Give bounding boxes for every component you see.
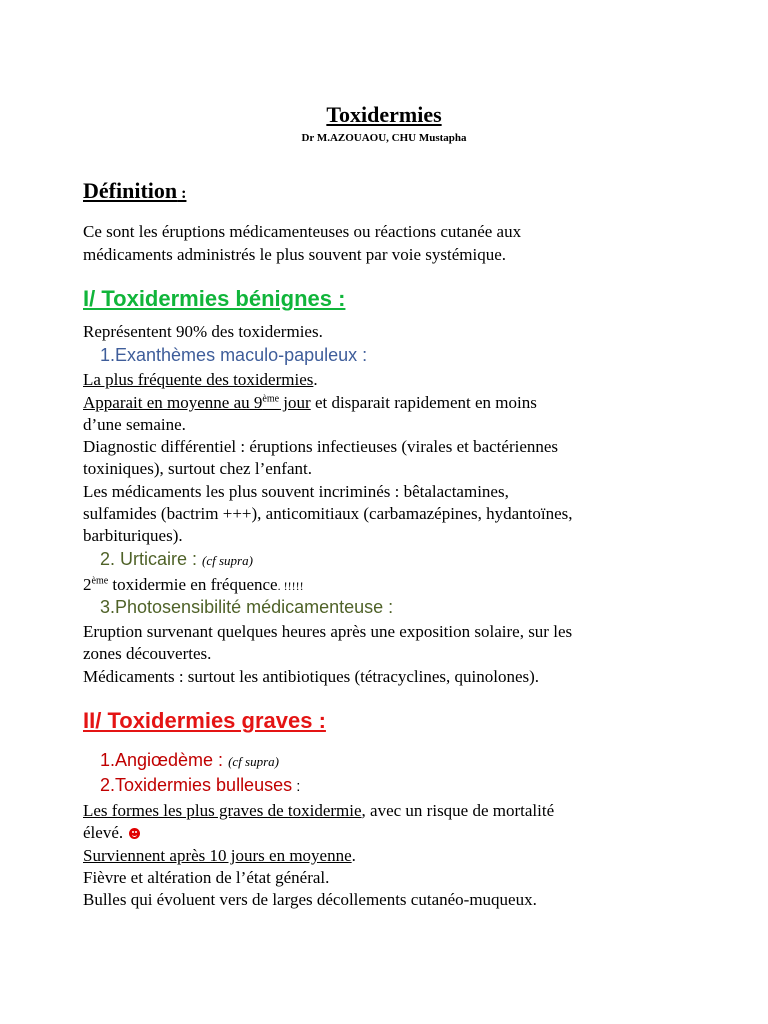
superscript: ème xyxy=(262,393,280,405)
exanthemes-day-text: Apparait en moyenne au 9 xyxy=(83,393,263,412)
exanthemes-line-end: . xyxy=(313,370,318,389)
exanthemes-line xyxy=(83,369,318,391)
photosensibilite-line: zones découvertes. xyxy=(83,644,212,663)
subheading-bulleuses xyxy=(100,775,300,796)
section-heading-graves: II/ Toxidermies graves : xyxy=(83,708,326,733)
definition-heading xyxy=(83,178,186,204)
section-heading-benign: I/ Toxidermies bénignes : xyxy=(83,286,346,311)
definition-line: médicaments administrés le plus souvent par voie systémique. xyxy=(83,245,507,264)
exanthemes-line: sulfamides (bactrim +++), anticomitiaux (carbamazépines, hydantoïnes, xyxy=(83,504,573,523)
angioedeme-ref: (cf supra) xyxy=(228,754,279,769)
definition-heading-colon: : xyxy=(177,185,187,202)
exanthemes-line-underlined xyxy=(83,393,311,412)
benign-intro: Représentent 90% des toxidermies. xyxy=(83,322,323,341)
exanthemes-line: Les médicaments les plus souvent incriminés : bêtalactamines, xyxy=(83,482,509,501)
document-author: Dr M.AZOUAOU, CHU Mustapha xyxy=(301,132,467,144)
bulleuses-line-rest: , avec un risque de mortalité xyxy=(361,801,555,820)
bulleuses-line xyxy=(83,822,140,844)
bulleuses-line-rest: . xyxy=(351,846,356,865)
smiley-icon xyxy=(129,828,140,839)
urticaire-heading-text: 2. Urticaire : xyxy=(100,549,203,569)
urticaire-ref: (cf supra) xyxy=(202,553,253,568)
bulleuses-line-text: élevé. xyxy=(83,823,128,842)
superscript: ème xyxy=(91,575,109,587)
exanthemes-line: toxiniques), surtout chez l’enfant. xyxy=(83,459,312,478)
definition-line: Ce sont les éruptions médicamenteuses ou réactions cutanée aux xyxy=(83,222,522,241)
exanthemes-line-underlined: La plus fréquente des toxidermies xyxy=(83,370,314,389)
bulleuses-heading-colon: : xyxy=(292,778,301,795)
bulleuses-line-underlined: Les formes les plus graves de toxidermie xyxy=(83,801,362,820)
subheading-angioedeme xyxy=(100,750,279,771)
exanthemes-line: barbituriques). xyxy=(83,526,183,545)
exanthemes-line: Diagnostic différentiel : éruptions infectieuses (virales et bactériennes xyxy=(83,437,559,456)
definition-heading-text: Définition xyxy=(83,178,178,203)
document-title: Toxidermies xyxy=(326,102,442,127)
urticaire-line xyxy=(83,574,304,597)
urticaire-line-text: toxidermie en fréquence xyxy=(108,575,278,594)
bulleuses-line: Fièvre et altération de l’état général. xyxy=(83,868,330,887)
bulleuses-line xyxy=(83,800,554,822)
photosensibilite-line: Eruption survenant quelques heures après une exposition solaire, sur les xyxy=(83,622,573,641)
exanthemes-line-rest: et disparait rapidement en moins xyxy=(310,393,537,412)
bulleuses-line xyxy=(83,845,356,867)
bulleuses-line: Bulles qui évoluent vers de larges décollements cutanéo-muqueux. xyxy=(83,890,537,909)
subheading-photosensibilite: 3.Photosensibilité médicamenteuse : xyxy=(100,597,394,617)
urticaire-line-exclaim: . !!!!! xyxy=(277,579,304,593)
angioedeme-heading-text: 1.Angiœdème : xyxy=(100,750,229,770)
exanthemes-day-word: jour xyxy=(279,393,311,412)
bulleuses-heading-text: 2.Toxidermies bulleuses xyxy=(100,775,293,795)
subheading-exanthemes: 1.Exanthèmes maculo-papuleux : xyxy=(100,345,368,365)
subheading-urticaire xyxy=(100,549,253,570)
urticaire-line-num: 2 xyxy=(83,575,92,594)
exanthemes-line xyxy=(83,392,537,414)
bulleuses-line-underlined: Surviennent après 10 jours en moyenne xyxy=(83,846,352,865)
exanthemes-line: d’une semaine. xyxy=(83,415,186,434)
photosensibilite-line: Médicaments : surtout les antibiotiques (tétracyclines, quinolones). xyxy=(83,667,540,686)
